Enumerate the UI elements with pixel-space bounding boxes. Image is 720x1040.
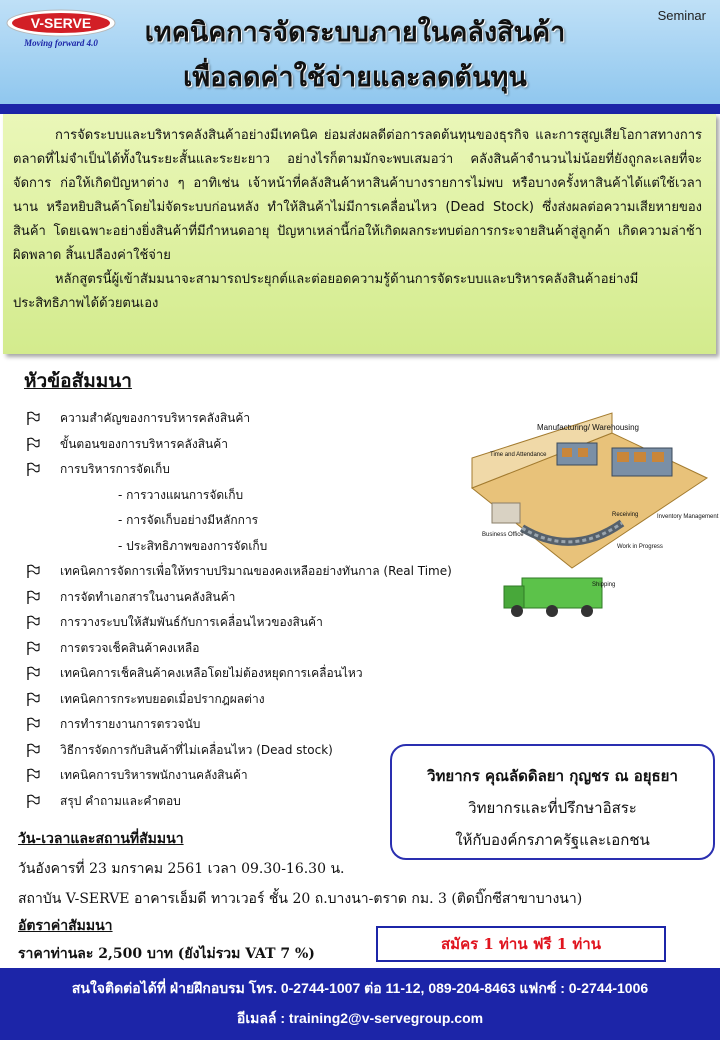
topics-heading: หัวข้อสัมมนา — [24, 370, 132, 392]
logo-tagline: Moving forward 4.0 — [24, 38, 98, 48]
topic-item — [24, 432, 504, 458]
schedule-heading: วัน-เวลาและสถานที่สัมมนา — [18, 831, 184, 847]
topic-text: การวางระบบให้สัมพันธ์กับการเคลื่อนไหวของสินค้า — [60, 615, 323, 629]
label-inventory: Inventory Management — [657, 514, 719, 520]
topic-text: ความสำคัญของการบริหารคลังสินค้า — [60, 411, 251, 425]
flag-icon — [26, 564, 40, 579]
truck-icon — [504, 578, 602, 617]
topic-text: สรุป คำถามและคำตอบ — [60, 793, 181, 808]
topic-text: ขั้นตอนของการบริหารคลังสินค้า — [60, 436, 229, 451]
topic-text: - ประสิทธิภาพของการจัดเก็บ — [118, 538, 268, 553]
label-work-in-progress: Work in Progress — [617, 544, 663, 550]
flag-icon — [26, 590, 40, 605]
flag-icon — [26, 615, 40, 630]
label-manufacturing: Manufacturing/ Warehousing — [537, 423, 639, 432]
topic-item — [24, 559, 504, 585]
topic-text: - การวางแผนการจัดเก็บ — [118, 487, 244, 502]
topic-text: เทคนิคการบริหารพนักงานคลังสินค้า — [60, 768, 248, 782]
intro-paragraph-1: การจัดระบบและบริหารคลังสินค้าอย่างมีเทคนิค ย่อมส่งผลดีต่อการลดต้นทุนของธุรกิจ และการสูญเสียโอกาสทางการตลาดที่ไม่จำเป็นได้ทั้งในระยะสั้นและระยะยาว อย่างไรก็ตามมักจะพบเสมอว่า คลังสินค้าจำนวนไม่น้อยที่ยังถูกละเลยที่จะจัดการ ก่อให้เกิดปัญหาต่าง ๆ อาทิเช่น เจ้าหน้าที่คลังสินค้าหาสินค้าบางรายการไม่พบ หรือบางครั้งหาสินค้าได้แต่ใช้เวลานาน หรือหยิบสินค้าโดยไม่จัดระบบก่อนหลัง ทำให้สินค้าไม่มีการเคลื่อนไหว (Dead Stock) ซึ่งส่งผลต่อความเสียหายของสินค้า โดยเฉพาะอย่างยิ่งสินค้าที่มีกำหนดอายุ ปัญหาเหล่านี้ก่อให้เกิดผลกระทบต่อการกระจายสินค้าสู่ลูกค้า เกิดความล่าช้า ผิดพลาด สิ้นเปลืองค่าใช้จ่าย — [13, 128, 702, 263]
footer-contact: สนใจติดต่อได้ที่ ฝ่ายฝึกอบรม โทร. 0-2744-1007 ต่อ 11-12, 089-204-8463 แฟกซ์ : 0-2744-1006 — [71, 980, 649, 996]
flag-icon — [26, 411, 40, 426]
topic-item — [24, 406, 504, 432]
logo — [5, 6, 123, 52]
topic-item — [24, 585, 504, 611]
intro-box — [3, 114, 716, 354]
footer — [0, 968, 720, 1040]
topic-subitem — [24, 483, 504, 509]
topic-text: การบริหารการจัดเก็บ — [60, 462, 170, 476]
header-divider — [0, 104, 720, 114]
flag-icon — [26, 717, 40, 732]
topic-text: เทคนิคการกระทบยอดเมื่อปรากฎผลต่าง — [60, 691, 265, 706]
label-receiving: Receiving — [612, 512, 639, 518]
box-1 — [617, 452, 629, 462]
logo-text: V-SERVE — [30, 15, 92, 31]
topic-item — [24, 661, 504, 687]
topic-subitem — [24, 508, 504, 534]
label-shipping: Shipping — [592, 582, 616, 588]
box-5 — [578, 448, 588, 457]
topic-item — [24, 712, 504, 738]
flag-icon — [26, 768, 40, 783]
promo-badge: สมัคร 1 ท่าน ฟรี 1 ท่าน — [376, 926, 666, 962]
date-time: วันอังคารที่ 23 มกราคม 2561 เวลา 09.30-16.30 น. — [18, 861, 345, 877]
seminar-label: Seminar — [657, 8, 706, 23]
venue: สถาบัน V-SERVE อาคารเอ็มดี ทาวเวอร์ ชั้น 20 ถ.บางนา-ตราด กม. 3 (ติดบิ๊กซีสาขาบางนา) — [18, 891, 583, 907]
topic-text: เทคนิคการเช็คสินค้าคงเหลือโดยไม่ต้องหยุดการเคลื่อนไหว — [60, 666, 363, 680]
flag-icon — [26, 743, 40, 758]
box-3 — [652, 452, 664, 462]
label-business-office: Business Office — [482, 532, 524, 538]
topic-subitem — [24, 534, 504, 560]
topic-text: การทำรายงานการตรวจนับ — [60, 717, 201, 731]
box-2 — [634, 452, 646, 462]
flag-icon — [26, 666, 40, 681]
flag-icon — [26, 641, 40, 656]
footer-email: อีเมลล์ : training2@v-servegroup.com — [236, 1010, 484, 1026]
speaker-role-2: ให้กับองค์กรภาครัฐและเอกชน — [455, 831, 650, 849]
topic-text: การตรวจเช็คสินค้าคงเหลือ — [60, 640, 200, 655]
topic-item — [24, 610, 504, 636]
topic-item — [24, 687, 504, 713]
speaker-name: วิทยากร คุณลัดดิลยา กุญชร ณ อยุธยา — [427, 767, 678, 785]
warehouse-illustration — [462, 418, 719, 628]
box-4 — [562, 448, 572, 457]
flag-icon — [26, 692, 40, 707]
flag-icon — [26, 437, 40, 452]
label-time-attendance: Time and Attendance — [490, 452, 547, 458]
business-office — [492, 503, 520, 523]
flag-icon — [26, 462, 40, 477]
speaker-box — [390, 744, 715, 860]
topic-item — [24, 457, 504, 483]
page-title-line-1: เทคนิคการจัดระบบภายในคลังสินค้า — [144, 17, 566, 48]
header — [0, 0, 720, 108]
topic-text: เทคนิคการจัดการเพื่อให้ทราบปริมาณของคงเหลืออย่างทันกาล (Real Time) — [60, 564, 452, 578]
topic-text: - การจัดเก็บอย่างมีหลักการ — [118, 513, 259, 527]
topic-item — [24, 636, 504, 662]
page-title-line-2: เพื่อลดค่าใช้จ่ายและลดต้นทุน — [183, 62, 527, 93]
flag-icon — [26, 794, 40, 809]
fee-heading: อัตราค่าสัมมนา — [18, 918, 113, 934]
topic-text: การจัดทำเอกสารในงานคลังสินค้า — [60, 589, 236, 604]
topic-text: วิธีการจัดการกับสินค้าที่ไม่เคลื่อนไหว (Dead stock) — [60, 742, 333, 757]
fee-price: ราคาท่านละ 2,500 บาท (ยังไม่รวม VAT 7 %) — [18, 946, 315, 962]
intro-paragraph-2: หลักสูตรนี้ผู้เข้าสัมมนาจะสามารถประยุกต์และต่อยอดความรู้ด้านการจัดระบบและบริหารคลังสินค้าอย่างมีประสิทธิภาพได้ด้วยตนเอง — [13, 272, 639, 311]
speaker-role-1: วิทยากรและที่ปรึกษาอิสระ — [468, 799, 637, 817]
